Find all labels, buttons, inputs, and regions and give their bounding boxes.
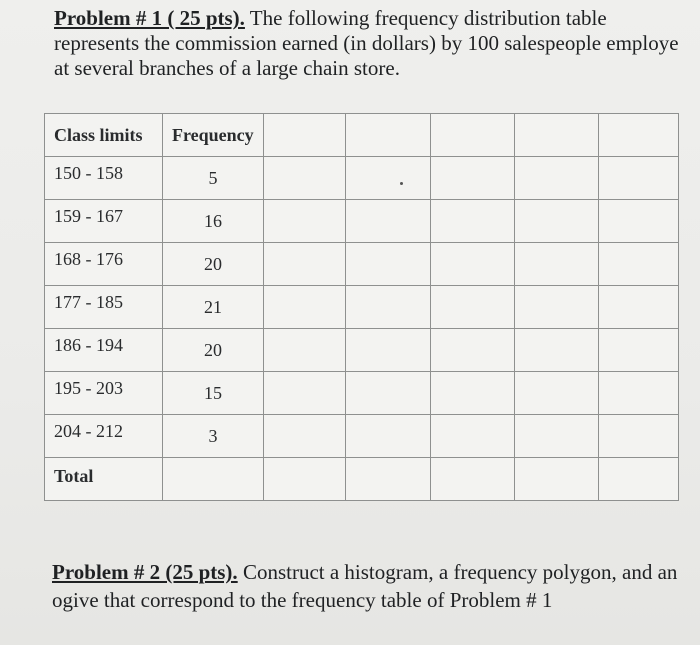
problem-1-heading: Problem # 1 ( 25 pts). bbox=[54, 6, 245, 30]
frequency-cell: 20 bbox=[163, 329, 264, 372]
class-limits-cell: 159 - 167 bbox=[45, 200, 163, 243]
empty-cell bbox=[264, 458, 346, 501]
class-limits-cell: 177 - 185 bbox=[45, 286, 163, 329]
empty-cell bbox=[346, 200, 431, 243]
empty-cell bbox=[515, 157, 599, 200]
empty-cell bbox=[599, 114, 679, 157]
empty-cell bbox=[346, 243, 431, 286]
empty-cell bbox=[264, 243, 346, 286]
empty-cell bbox=[599, 458, 679, 501]
empty-cell bbox=[431, 329, 515, 372]
problem-2-text bbox=[52, 558, 700, 614]
problem-2-heading: Problem # 2 (25 pts). bbox=[52, 560, 238, 584]
table-row bbox=[45, 243, 679, 286]
frequency-distribution-table bbox=[44, 113, 679, 501]
empty-cell bbox=[599, 415, 679, 458]
frequency-cell: 21 bbox=[163, 286, 264, 329]
empty-cell bbox=[264, 372, 346, 415]
class-limits-cell: 186 - 194 bbox=[45, 329, 163, 372]
empty-cell bbox=[599, 157, 679, 200]
frequency-cell: 3 bbox=[163, 415, 264, 458]
table-row bbox=[45, 200, 679, 243]
problem-1-line-1-rest: The following frequency distribution table bbox=[244, 6, 607, 30]
header-frequency: Frequency bbox=[163, 114, 264, 157]
empty-cell bbox=[599, 243, 679, 286]
frequency-cell: 20 bbox=[163, 243, 264, 286]
problem-1-line-2: represents the commission earned (in dollars) by 100 salespeople employe bbox=[54, 31, 679, 55]
empty-cell bbox=[431, 286, 515, 329]
frequency-table-container bbox=[44, 113, 679, 501]
empty-cell bbox=[515, 243, 599, 286]
empty-cell bbox=[264, 157, 346, 200]
empty-cell bbox=[431, 458, 515, 501]
table-total-row bbox=[45, 458, 679, 501]
problem-2-line-1-rest: Construct a histogram, a frequency polygon, and an bbox=[237, 560, 678, 584]
empty-cell bbox=[599, 329, 679, 372]
table-row bbox=[45, 415, 679, 458]
class-limits-cell: 195 - 203 bbox=[45, 372, 163, 415]
empty-cell bbox=[515, 329, 599, 372]
empty-cell bbox=[599, 286, 679, 329]
class-limits-cell: 150 - 158 bbox=[45, 157, 163, 200]
empty-cell bbox=[599, 200, 679, 243]
empty-cell bbox=[346, 157, 431, 200]
stray-dot-mark bbox=[400, 182, 403, 185]
empty-cell bbox=[431, 200, 515, 243]
problem-2-line-2: ogive that correspond to the frequency table of Problem # 1 bbox=[52, 588, 553, 612]
empty-cell bbox=[515, 372, 599, 415]
empty-cell bbox=[346, 458, 431, 501]
problem-1-text bbox=[54, 6, 700, 81]
empty-cell bbox=[346, 372, 431, 415]
class-limits-cell: 168 - 176 bbox=[45, 243, 163, 286]
empty-cell bbox=[264, 114, 346, 157]
table-row bbox=[45, 286, 679, 329]
empty-cell bbox=[264, 329, 346, 372]
empty-cell bbox=[346, 329, 431, 372]
empty-cell bbox=[346, 415, 431, 458]
problem-1-line-3: at several branches of a large chain store. bbox=[54, 56, 400, 80]
empty-cell bbox=[346, 286, 431, 329]
empty-cell bbox=[264, 415, 346, 458]
empty-cell bbox=[346, 114, 431, 157]
empty-cell bbox=[431, 415, 515, 458]
frequency-cell: 15 bbox=[163, 372, 264, 415]
empty-cell bbox=[515, 114, 599, 157]
empty-cell bbox=[264, 200, 346, 243]
frequency-cell: 5 bbox=[163, 157, 264, 200]
empty-cell bbox=[264, 286, 346, 329]
empty-cell bbox=[599, 372, 679, 415]
total-label-cell: Total bbox=[45, 458, 163, 501]
table-header-row bbox=[45, 114, 679, 157]
total-frequency-cell bbox=[163, 458, 264, 501]
empty-cell bbox=[515, 415, 599, 458]
table-row bbox=[45, 157, 679, 200]
problem-2-line-1 bbox=[52, 558, 700, 586]
class-limits-cell: 204 - 212 bbox=[45, 415, 163, 458]
empty-cell bbox=[431, 157, 515, 200]
table-row bbox=[45, 329, 679, 372]
empty-cell bbox=[431, 372, 515, 415]
empty-cell bbox=[431, 243, 515, 286]
header-class-limits: Class limits bbox=[45, 114, 163, 157]
problem-1-line-1 bbox=[54, 6, 700, 31]
empty-cell bbox=[515, 200, 599, 243]
empty-cell bbox=[515, 286, 599, 329]
empty-cell bbox=[515, 458, 599, 501]
table-row bbox=[45, 372, 679, 415]
frequency-cell: 16 bbox=[163, 200, 264, 243]
empty-cell bbox=[431, 114, 515, 157]
